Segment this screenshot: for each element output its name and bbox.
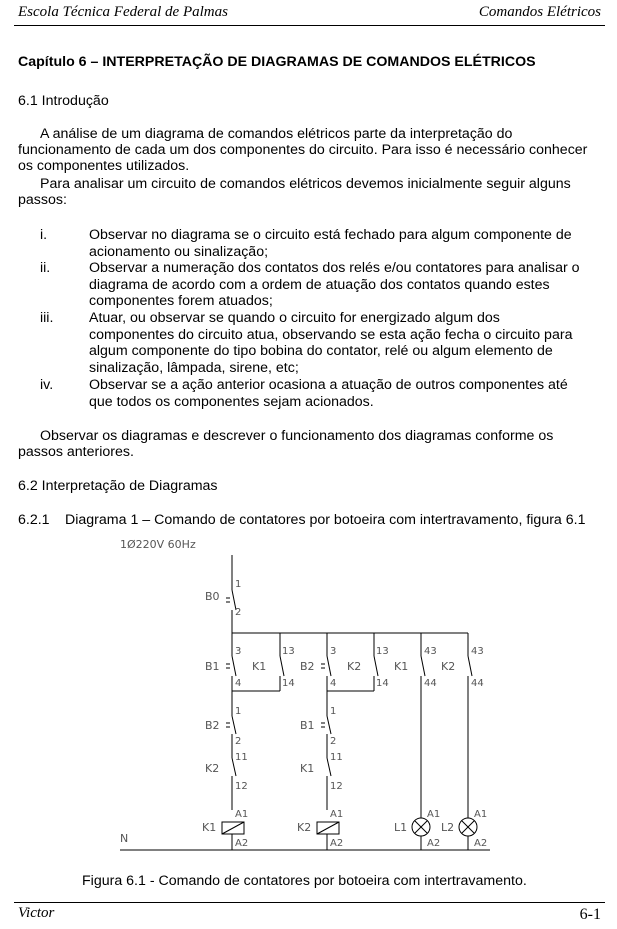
terminal-label: A1 <box>235 809 249 820</box>
step-line: acionamento ou sinalização; <box>89 243 269 260</box>
terminal-label: 13 <box>376 646 389 657</box>
page-number: 6-1 <box>579 906 601 923</box>
step-marker: iii. <box>40 310 54 326</box>
step-line: Observar no diagrama se o circuito está fechado para algum componente de <box>89 227 572 243</box>
subsection-title: Diagrama 1 – Comando de contatores por botoeira com intertravamento, figura 6.1 <box>65 512 586 528</box>
k2-label: K2 <box>441 660 456 673</box>
k1-label: K1 <box>394 660 409 673</box>
paragraph-line: passos anteriores. <box>18 444 134 460</box>
k2-seal-contact <box>374 656 378 676</box>
subsection-number: 6.2.1 <box>18 512 50 528</box>
terminal-label: A1 <box>427 809 441 820</box>
b1-contact <box>232 656 236 676</box>
footer-author: Victor <box>18 905 55 921</box>
step-line: que todos os componentes sejam acionados. <box>89 393 374 410</box>
step-line: componentes do circuito atua, observando se esta ação fecha o circuito para <box>89 326 573 343</box>
section-heading-introduction: 6.1 Introdução <box>18 93 109 109</box>
header-rule <box>14 25 605 26</box>
step-line: diagrama de acordo com a ordem de atuação dos contatos quando estes <box>89 276 550 293</box>
k1-label: K1 <box>252 660 267 673</box>
b2-label: B2 <box>300 660 315 673</box>
header-course: Comandos Elétricos <box>478 4 601 20</box>
step-marker: ii. <box>40 260 51 276</box>
b2-contact <box>327 656 331 676</box>
k1-label: K1 <box>300 762 315 775</box>
terminal-label: 1 <box>235 579 242 590</box>
terminal-label: A1 <box>330 809 344 820</box>
paragraph-line: A análise de um diagrama de comandos elétricos parte da interpretação do <box>40 126 513 142</box>
terminal-label: 2 <box>330 736 337 747</box>
lamp-l1-label: L1 <box>394 821 408 834</box>
wiring-diagram <box>0 530 617 860</box>
terminal-label: 11 <box>330 752 343 763</box>
b2-label: B2 <box>205 719 220 732</box>
step-item <box>89 310 604 376</box>
terminal-label: 2 <box>235 607 242 618</box>
k2-lamp-contact <box>468 656 472 676</box>
terminal-label: 13 <box>282 646 295 657</box>
k1-lamp-contact <box>421 656 425 676</box>
terminal-label: 1 <box>235 706 242 717</box>
terminal-label: 11 <box>235 752 248 763</box>
step-item <box>89 227 604 260</box>
paragraph-line: passos: <box>18 192 67 208</box>
step-line: Observar se a ação anterior ocasiona a atuação de outros componentes até <box>89 377 568 393</box>
terminal-label: A2 <box>330 838 344 849</box>
terminal-label: 2 <box>235 736 242 747</box>
terminal-label: 44 <box>471 678 484 689</box>
neutral-label: N <box>120 832 129 845</box>
terminal-label: 4 <box>330 678 337 689</box>
b1-nc-contact <box>327 716 331 734</box>
step-item <box>89 260 604 310</box>
terminal-label: 12 <box>235 781 248 792</box>
k2-label: K2 <box>347 660 362 673</box>
header-school: Escola Técnica Federal de Palmas <box>18 4 228 20</box>
step-line: Observar a numeração dos contatos dos relés e/ou contatores para analisar o <box>89 260 580 276</box>
b1-label: B1 <box>205 660 220 673</box>
terminal-label: A2 <box>427 838 441 849</box>
terminal-label: 14 <box>282 678 295 689</box>
chapter-title: Capítulo 6 – INTERPRETAÇÃO DE DIAGRAMAS DE COMANDOS ELÉTRICOS <box>18 54 536 70</box>
figure-caption: Figura 6.1 - Comando de contatores por botoeira com intertravamento. <box>82 873 527 889</box>
paragraph-line: os componentes utilizados. <box>18 158 190 174</box>
paragraph-line: Para analisar um circuito de comandos elétricos devemos inicialmente seguir alguns <box>40 176 571 192</box>
b1-label: B1 <box>300 719 315 732</box>
supply-label: 1Ø220V 60Hz <box>120 538 196 551</box>
step-line: Atuar, ou observar se quando o circuito for energizado algum dos <box>89 310 500 326</box>
terminal-label: A2 <box>474 838 488 849</box>
terminal-label: 14 <box>376 678 389 689</box>
b2-nc-contact <box>232 716 236 734</box>
terminal-label: 3 <box>235 646 242 657</box>
k2-label: K2 <box>205 762 220 775</box>
paragraph-line: Observar os diagramas e descrever o funcionamento dos diagramas conforme os <box>40 428 554 444</box>
lamp-l2-label: L2 <box>441 821 455 834</box>
step-line: algum componente do tipo bobina do contator, relé ou algum elemento de <box>89 343 553 359</box>
coil-k1-label: K1 <box>202 821 217 834</box>
terminal-label: 43 <box>471 646 484 657</box>
b0-label: B0 <box>205 590 220 603</box>
terminal-label: 44 <box>424 678 437 689</box>
terminal-label: 43 <box>424 646 437 657</box>
terminal-label: A2 <box>235 838 249 849</box>
terminal-label: 4 <box>235 678 242 689</box>
k1-seal-contact <box>280 656 284 676</box>
step-line: sinalização, lâmpada, sirene, etc; <box>89 359 299 376</box>
step-marker: i. <box>40 227 48 243</box>
paragraph-line: funcionamento de cada um dos componentes do circuito. Para isso é necessário conhecer <box>18 142 588 158</box>
step-marker: iv. <box>40 377 54 393</box>
footer-rule <box>14 902 605 903</box>
step-line: componentes forem atuados; <box>89 293 273 309</box>
section-heading-interpretation: 6.2 Interpretação de Diagramas <box>18 478 218 494</box>
terminal-label: 3 <box>330 646 337 657</box>
terminal-label: A1 <box>474 809 488 820</box>
terminal-label: 12 <box>330 781 343 792</box>
coil-k2-label: K2 <box>297 821 312 834</box>
step-item <box>89 377 604 410</box>
terminal-label: 1 <box>330 706 337 717</box>
